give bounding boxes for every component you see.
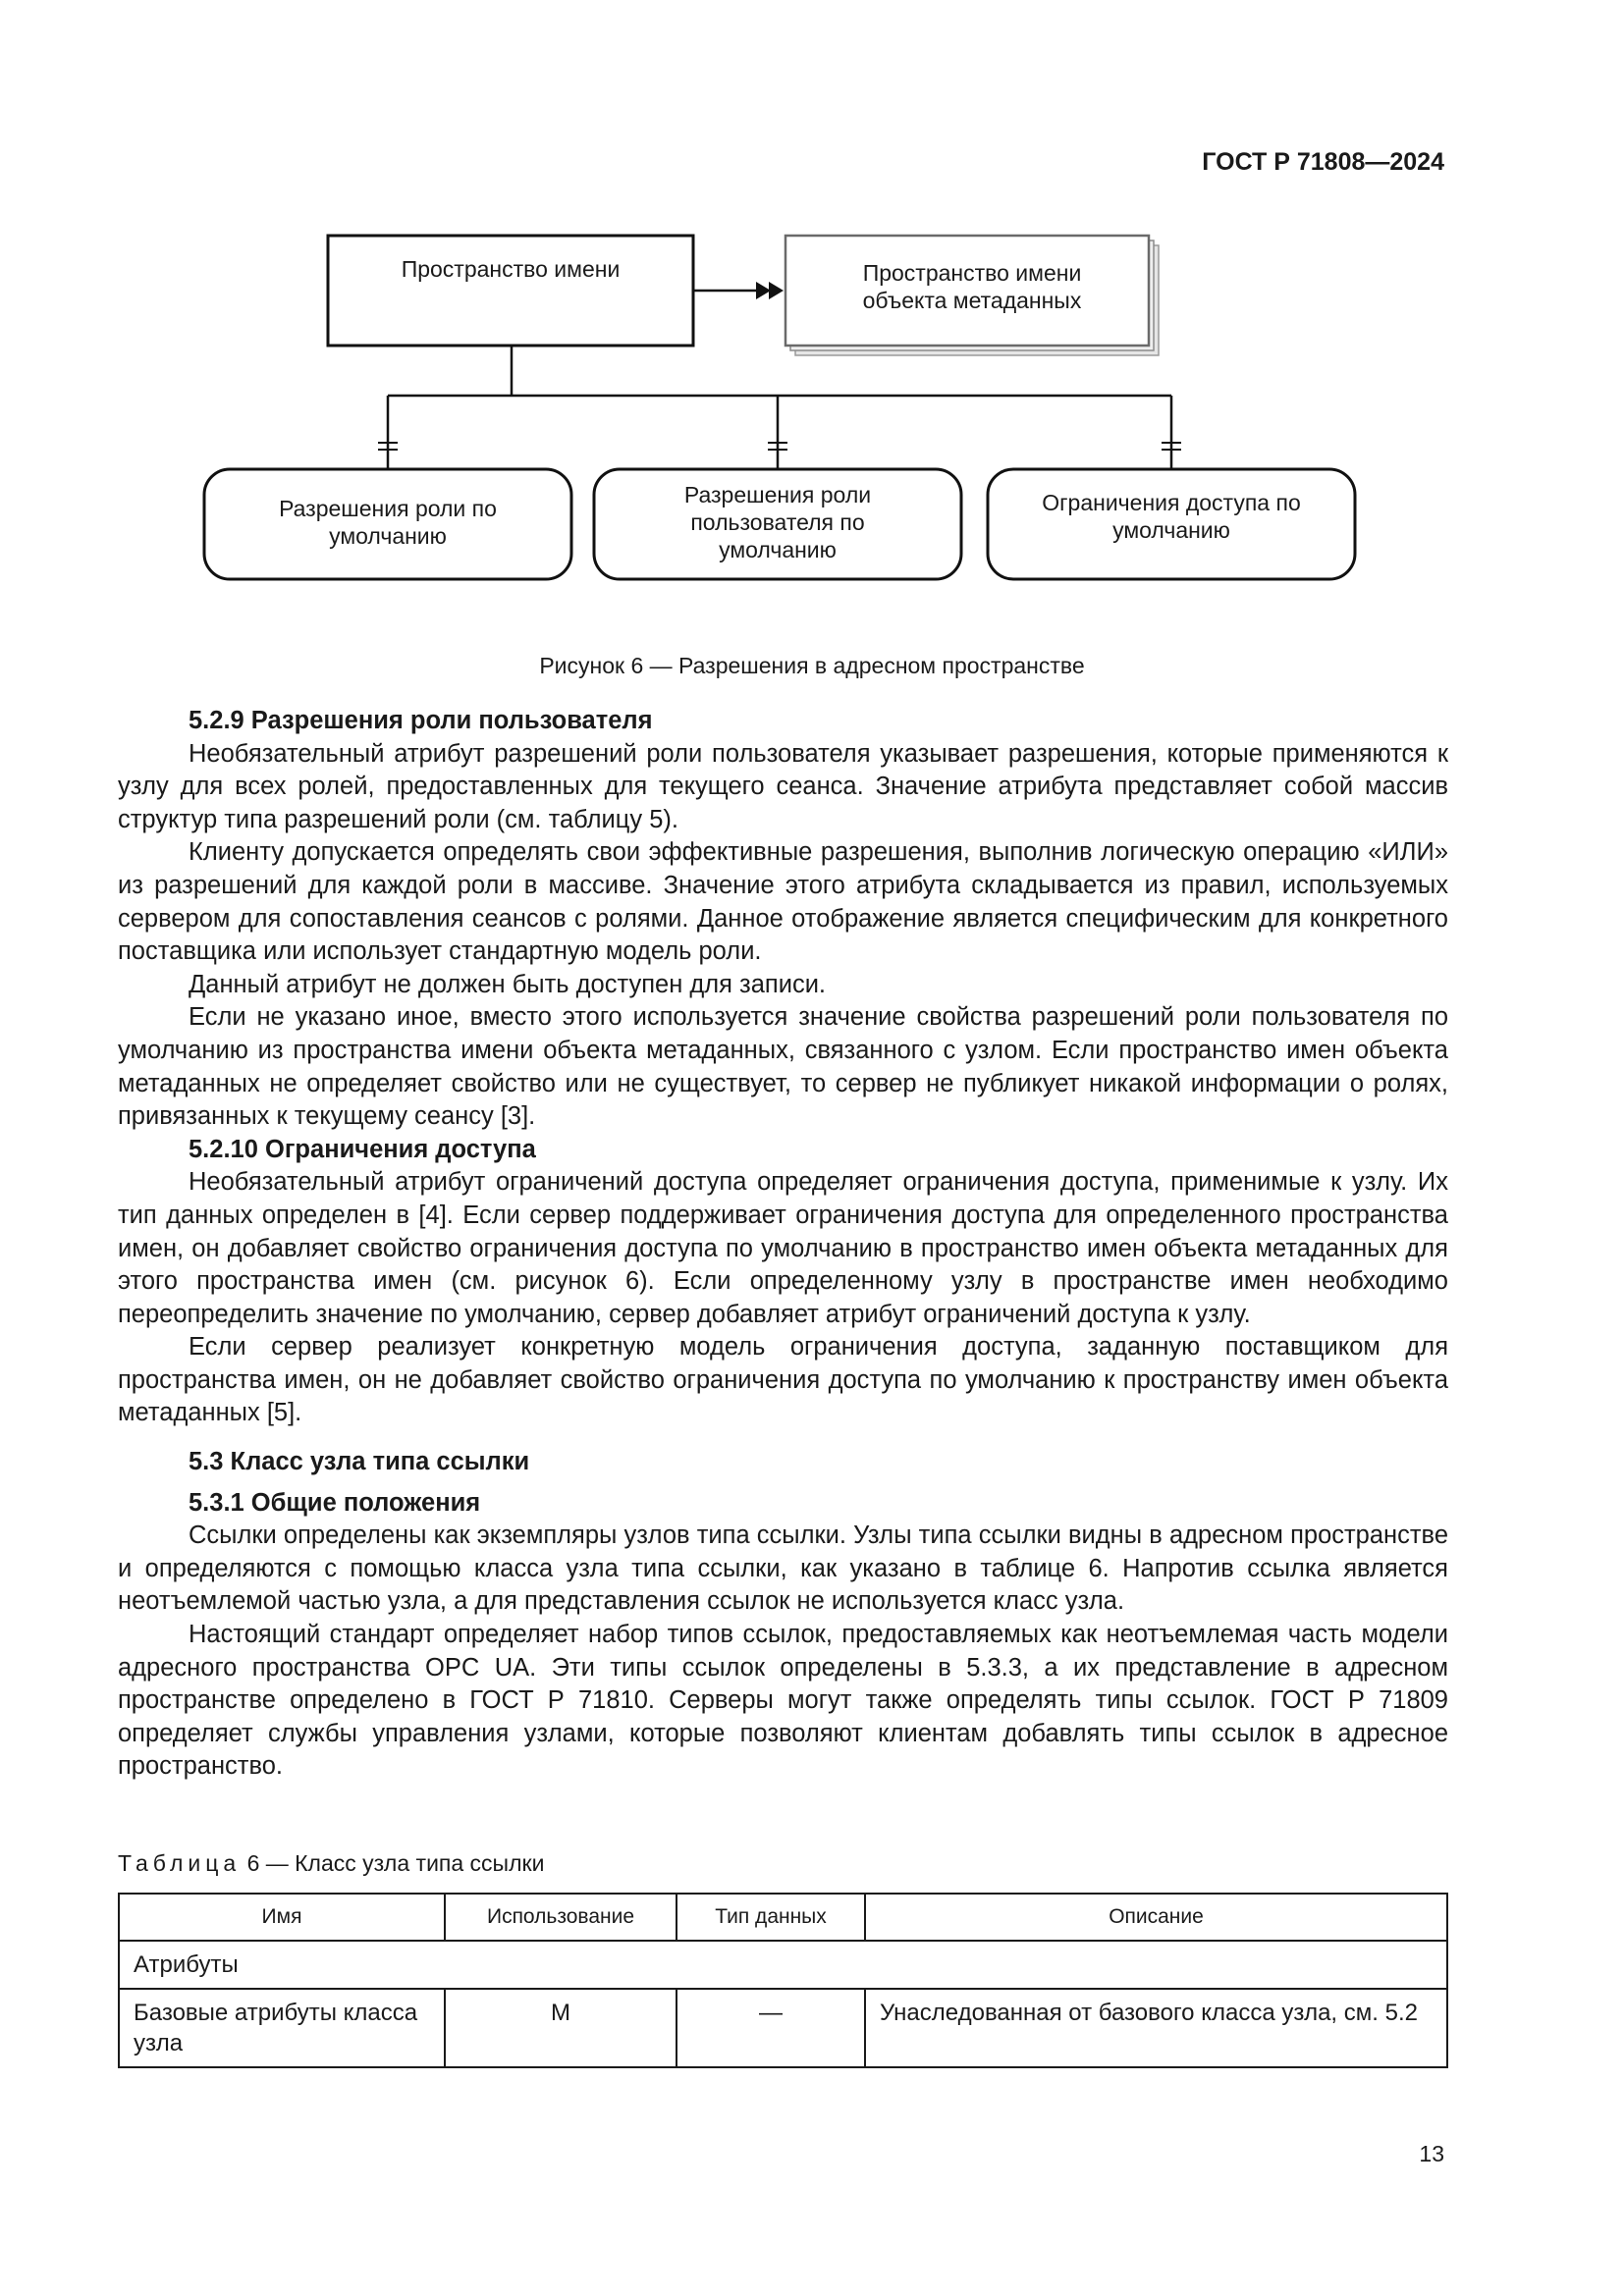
table-caption-text: 6 — Класс узла типа ссылки [246,1850,545,1876]
user-role-defaults-label: Разрешения роли пользователя по умолчанию [683,482,872,562]
paragraph: Если сервер реализует конкретную модель ограничения доступа, заданную поставщиком для пространства имен, он не добавляет свойство ограничения доступа по умолчанию к пространству имен объекта метаданных [5]. [118,1333,1448,1427]
figure-6 [0,0,1624,687]
paragraph: Необязательный атрибут разрешений роли пользователя указывает разрешения, которые применяются к узлу для всех ролей, предоставленных для текущего сеанса. Значение атрибута представляет собой массив структур типа разрешений роли (см. таблицу 5). [118,739,1448,833]
body-text [118,705,1448,1784]
paragraph: Настоящий стандарт определяет набор типов ссылок, предоставляемых как неотъемлемая часть модели адресного пространства OPC UA. Эти типы ссылок определены в 5.3.3, а их представление в адресном пространстве определено в ГОСТ Р 71810. Серверы могут также определять типы ссылок. ГОСТ Р 71809 определяет службы управления узлами, которые позволяют клиентам добавлять типы ссылок в адресное пространство. [118,1621,1448,1781]
table-group-row [119,1941,1447,1989]
figure-diagram [0,0,1624,687]
section-heading-5-2-9: 5.2.9 Разрешения роли пользователя [189,707,653,734]
paragraph: Ссылки определены как экземпляры узлов типа ссылки. Узлы типа ссылки видны в адресном пространстве и определяются с помощью класса узла типа ссылки, как указано в таблице 6. Напротив ссылка является неотъемлемой частью узла, а для представления ссылок не используется класс узла. [118,1522,1448,1616]
arrow-head-1 [756,282,771,299]
section-heading-5-2-10: 5.2.10 Ограничения доступа [189,1135,536,1163]
arrow-head-2 [769,282,784,299]
paragraph: Необязательный атрибут ограничений доступа определяет ограничения доступа, применимые к узлу. Их тип данных определен в [4]. Если сервер поддерживает ограничения доступа для определенного пространства имен, он добавляет свойство ограничения доступа по умолчанию в пространство имен объекта метаданных для этого пространства имен (см. рисунок 6). Если определенному узлу в пространстве имен необходимо переопределить значение по умолчанию, сервер добавляет атрибут ограничений доступа к узлу. [118,1168,1448,1328]
role-defaults-label: Разрешения роли по умолчанию [279,496,497,549]
paragraph: Данный атрибут не должен быть доступен для записи. [189,970,827,998]
cell-name: Базовые атрибуты класса узла [119,1989,445,2067]
column-header-datatype: Тип данных [677,1894,865,1941]
section-heading-5-3-1: 5.3.1 Общие положения [189,1488,481,1517]
table-header-row [119,1894,1447,1941]
metadata-box-label: Пространство имени объекта метаданных [862,260,1082,313]
figure-caption: Рисунок 6 — Разрешения в адресном пространстве [539,653,1085,678]
section-heading-5-3: 5.3 Класс узла типа ссылки [189,1448,530,1476]
cell-datatype: — [677,1989,865,2067]
paragraph: Клиенту допускается определять свои эффективные разрешения, выполнив логическую операцию «ИЛИ» из разрешений для каждой роли в массиве. Значение этого атрибута складывается из правил, используемых сервером для сопоставления сеансов с ролями. Данное отображение является специфическим для конкретного поставщика или использует стандартную модель роли. [118,838,1448,966]
table-caption-word: Таблица [118,1850,242,1876]
page-number: 13 [1419,2141,1444,2166]
access-restrictions-label: Ограничения доступа по умолчанию [1042,490,1301,543]
cell-description: Унаследованная от базового класса узла, см. 5.2 [865,1989,1447,2067]
group-label: Атрибуты [119,1941,1447,1989]
document-id: ГОСТ Р 71808—2024 [1202,148,1444,176]
paragraph: Если не указано иное, вместо этого используется значение свойства разрешений роли пользователя по умолчанию из пространства имени объекта метаданных, связанного с узлом. Если пространство имен объекта метаданных не определяет свойство или не существует, то сервер не публикует никакой информации о ролях, привязанных к текущему сеансу [3]. [118,1003,1448,1131]
column-header-name: Имя [119,1894,445,1941]
column-header-description: Описание [865,1894,1447,1941]
column-header-usage: Использование [445,1894,677,1941]
table-caption [118,1850,544,1877]
namespace-box-label: Пространство имени [401,256,621,282]
reference-type-table [118,1893,1448,2068]
table-row [119,1989,1447,2067]
cell-usage: M [445,1989,677,2067]
